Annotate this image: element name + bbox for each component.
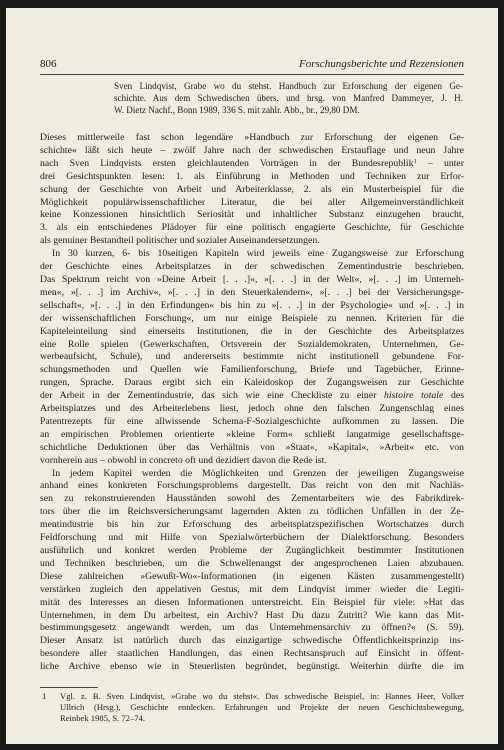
text-line: schichtliche Deduktionen über das Verhältnis von »Staat«, »Kapital«, »Arbeit« etc. von (40, 441, 464, 453)
text-line: schung der Geschichte von Arbeit und Arbeiterklasse, 2. als ein Musterbeispiel für die (40, 183, 464, 195)
text-line: anhand eines konkreten Forschungsproblems dargestellt. Das reicht von den mit Nachläs- (40, 480, 464, 492)
text-fragment: – unter (416, 157, 464, 169)
text-line: mentindustrie bis hin zur Erforschung des arbeitsplatzspezifischen Wortschatzes durch (40, 519, 464, 531)
text-line: sellschaft«, »[. . .] in den Erfindungen« bis hin zu »[. . .] in der Psychologie« und »[. . .] in (40, 299, 464, 311)
text-line: besondere aller staatlichen Handlungen, das einen Rechtsanspruch auf Einsicht in öffent- (40, 648, 464, 660)
text-line (40, 158, 464, 171)
text-line: liche Archive ebenso wie in Steuerlisten begründet, begünstigt. Weiterhin dürfte die im (40, 661, 464, 673)
text-line: Kapiteleinteilung sind einerseits Institutionen, die in der Geschichte des Arbeitsplatzes (40, 325, 464, 337)
text-line: Diese zahlreichen »Gewußt-Wo«-Informationen (in eigenen Kästen zusammengestellt) (40, 570, 464, 582)
text-line: mität des Interesses an diesen Informationen unterstreicht. Ein Beispiel für viele: »Hat das (40, 596, 464, 608)
text-line: Möglichkeit populärwissenschaftlicher Literatur, die bei aller Allgemeinverständlichkeit (40, 196, 464, 208)
text-fragment: nach Sven Lindqvists ersten gleichlautenden Vorträgen in der Bundesrepublik (40, 157, 414, 169)
header-rule (40, 74, 464, 75)
footnote-line: Ullrich (Hrsg.), Geschichte entdecken. Erfahrungen und Projekte der neuen Geschichtsbewegung, (60, 702, 464, 713)
text-line: Feldforschung und mit Hilfe von Spezialwörterbüchern der Dialektforschung. Besonders (40, 532, 464, 544)
citation-line: schichte. Aus dem Schwedischen übers. und hrsg. von Manfred Dammeyer, J. H. (114, 92, 463, 103)
text-line: eine Rolle spielen (Gewerkschaften, Ortsverein der Sozialdemokraten, Unternehmen, Ge- (40, 338, 464, 350)
text-line: Unternehmen, in dem Du arbeitest, ein Archiv? Hast Du dazu Zutritt? Wie kann das Mit- (40, 609, 464, 621)
text-line: sen zu rekonstruierenden Hausständen sowohl des Zementarbeiters wie des Fabrikdirek- (40, 493, 464, 505)
text-line: 3. als ein entschiedenes Plädoyer für eine politisch engagierte Geschichte, für Geschichte (40, 222, 464, 234)
text-line: rungen, Sprache. Daraus ergibt sich ein Kaleidoskop der Zugangsweisen zur Geschichte (40, 377, 464, 389)
italic-term: histoire totale (384, 390, 444, 402)
book-citation (114, 81, 463, 116)
text-line (40, 390, 464, 403)
text-fragment: der Arbeit in der Zementindustrie, das sich wie eine Checkliste zu einer (40, 390, 385, 402)
footnote-text (60, 691, 464, 725)
review-body (40, 132, 464, 674)
text-line: In 30 kurzen, 6- bis 10seitigen Kapiteln wird jeweils eine Zugangsweise zur Erforschung (52, 248, 464, 260)
text-line: vornherein aus – obwohl in concreto oft und dezidiert davon die Rede ist. (40, 454, 327, 466)
page-number: 806 (40, 58, 57, 70)
text-line: tors über die im Reichsversicherungsamt lagernden Akten zu tödlichen Unfällen in der Ze- (40, 506, 464, 518)
citation-line: Sven Lindqvist, Grabe wo du stehst. Handbuch zur Erforschung der eigenen Ge- (114, 81, 463, 91)
text-line: Das Spektrum reicht von »Deine Arbeit [. . .]«, »[. . .] in der Welt«, »[. . .] im Unterneh- (40, 273, 464, 285)
footnote-line: Vgl. z. B. Sven Lindqvist, »Grabe wo du stehst«. Das schwedische Beispiel, in: Hannes Heer, Volker (60, 691, 464, 701)
text-line: als genuiner Bestandteil politischer und sozialer Auseinandersetzungen. (40, 235, 320, 247)
text-fragment: des (443, 390, 464, 402)
citation-line: W. Dietz Nachf., Bonn 1989, 336 S. mit zahlr. Abb., br., 29,80 DM. (114, 104, 360, 115)
footnote-rule (40, 687, 98, 688)
text-line: werbeaufsicht, Schule), und andererseits bestimmte nicht institutionell gebundene For- (40, 351, 464, 363)
text-line: Dieses mittlerweile fast schon legendäre »Handbuch zur Erforschung der eigenen Ge- (40, 132, 464, 143)
text-line: Dieser Ansatz ist natürlich durch das einzigartige schwedische Öffentlichkeitsprinzip ins- (40, 635, 464, 647)
text-line: men«, »[. . .] im Archiv«, »[. . .] in den Steuerkalendern«, »[. . .] bei der Versicherungsge- (40, 286, 464, 298)
text-line: schungsmethoden und Quellen wie Familienforschung, Briefe und Tagebücher, Erinne- (40, 364, 464, 376)
text-line: ausführlich und konkret werden Probleme der Zugänglichkeit bestimmter Institutionen (40, 545, 464, 556)
text-line: der Geschichte eines Arbeitsplatzes in der schwedischen Zementindustrie beschrieben. (40, 261, 464, 273)
footnote-line: Reinbek 1985, S. 72–74. (60, 713, 145, 724)
text-line: bestimmungsgesetz angewandt werden, um das Unternehmensarchiv zu öffnen?« (S. 59). (40, 622, 464, 634)
text-line: verstärken zugleich den appelativen Gestus, mit dem Lindqvist immer wieder die Legiti- (40, 583, 464, 595)
text-line: und Techniken beschrieben, um die Schwellenangst der angesprochenen Laien abzubauen. (40, 557, 464, 569)
text-line: In jedem Kapitel werden die Möglichkeiten und Grenzen der jeweiligen Zugangsweise (52, 467, 464, 479)
text-line: drei Gesichtspunkten lesen: 1. als Einführung in Methoden und Techniken zur Erfor- (40, 170, 464, 182)
footnote-marker[interactable]: 1 (413, 157, 417, 165)
page (6, 8, 498, 744)
text-line: Arbeitsplatzes und des Arbeiterlebens liest, jedoch ohne den falschen Zungenschlag eines (40, 403, 464, 415)
text-line: an empirischen Problemen orientierte »kleine Form« schließt langatmige gesellschaftsge- (40, 428, 464, 440)
text-line: schichte« läßt sich heute – zwölf Jahre nach der schwedischen Erstauflage und neun Jahre (40, 144, 464, 156)
footnote-number: 1 (42, 691, 47, 701)
running-head: Forschungsberichte und Rezensionen (299, 58, 464, 70)
text-line: keine Konzessionen hinsichtlich Seriosität und inhaltlicher Substanz einzugehen braucht, (40, 209, 464, 221)
text-line: Patentrezepts für eine allwissende Schema-F-Sozialgeschichte aufkommen zu lassen. Die (40, 415, 464, 427)
text-line: der wissenschaftlichen Forschung«, um nur einige Beispiele zu nennen. Kriterien für die (40, 312, 464, 324)
